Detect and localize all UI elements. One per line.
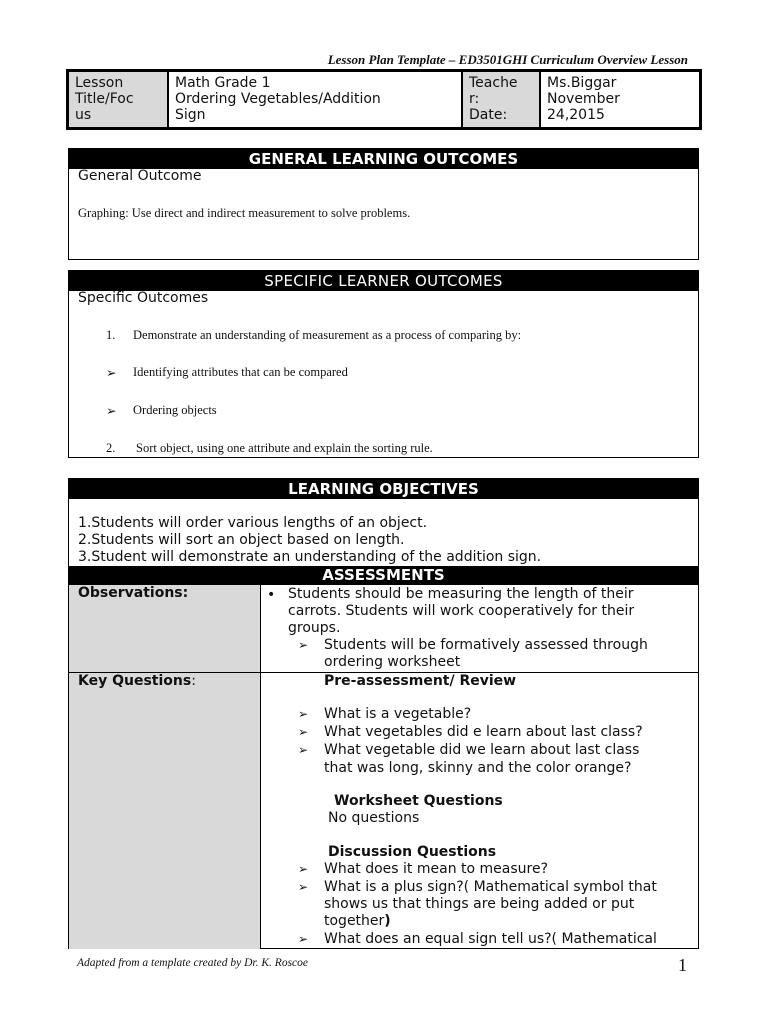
discussion-question: What does it mean to measure? — [324, 861, 549, 877]
title-line: Sign — [175, 107, 206, 123]
worksheet-text: No questions — [328, 810, 420, 826]
date-value-line: 24,2015 — [547, 107, 605, 123]
objective-1: 1.Students will order various lengths of an object. — [78, 515, 428, 531]
lesson-info-table — [66, 69, 702, 130]
arrow-bullet-icon: ➢ — [106, 366, 117, 380]
specific-outcome-label: Specific Outcomes — [78, 290, 209, 306]
key-questions-text: Key Questions — [78, 673, 192, 689]
learning-objectives-heading: LEARNING OBJECTIVES — [69, 479, 698, 499]
pre-question: What vegetables did e learn about last class? — [324, 724, 643, 740]
arrow-bullet-icon: ➢ — [106, 404, 117, 418]
closing-paren: ) — [384, 913, 391, 929]
general-outcomes-heading: GENERAL LEARNING OUTCOMES — [69, 149, 698, 169]
teacher-date-value-cell — [541, 72, 699, 127]
discussion-heading: Discussion Questions — [328, 844, 497, 860]
observation-1-line: carrots. Students will work cooperatively for their — [288, 603, 635, 619]
general-outcomes-section — [68, 148, 699, 260]
arrow-bullet-icon: ➢ — [298, 725, 309, 739]
observation-2-line: Students will be formatively assessed through — [324, 637, 648, 653]
teacher-label-line: Teache — [469, 75, 518, 91]
list-number: 2. — [106, 441, 116, 455]
page-header: Lesson Plan Template – ED3501GHI Curriculum Overview Lesson — [327, 52, 688, 67]
page-number: 1 — [678, 955, 687, 975]
specific-outcome-2: Sort object, using one attribute and explain the sorting rule. — [136, 441, 433, 455]
title-line: Ordering Vegetables/Addition — [175, 91, 381, 107]
list-number: 1. — [106, 328, 116, 342]
teacher-label-line: r: — [469, 91, 480, 107]
discussion-question: What is a plus sign?( Mathematical symbol that — [324, 879, 657, 895]
general-outcome-label: General Outcome — [78, 168, 202, 184]
divider — [260, 585, 261, 949]
objectives-assessments-section — [68, 478, 699, 949]
lesson-title-cell — [169, 72, 461, 127]
pre-question: What vegetable did we learn about last class — [324, 742, 640, 758]
key-questions-colon: : — [191, 673, 196, 689]
teacher-date-label-cell — [463, 72, 539, 127]
pre-question: What is a vegetable? — [324, 706, 472, 722]
lesson-label-line: Title/Foc — [75, 91, 134, 107]
pre-assessment-heading: Pre-assessment/ Review — [324, 673, 517, 689]
arrow-bullet-icon: ➢ — [298, 743, 309, 757]
specific-outcomes-section — [68, 270, 699, 458]
arrow-bullet-icon: ➢ — [298, 707, 309, 721]
assessments-heading: ASSESSMENTS — [69, 566, 698, 585]
title-line: Math Grade 1 — [175, 75, 271, 91]
observations-label: Observations: — [78, 585, 189, 601]
date-value-line: November — [547, 91, 620, 107]
date-label: Date: — [469, 107, 508, 123]
pre-question: that was long, skinny and the color orange? — [324, 760, 632, 776]
worksheet-heading: Worksheet Questions — [334, 793, 503, 809]
arrow-bullet-icon: ➢ — [298, 932, 309, 946]
observation-2-line: ordering worksheet — [324, 654, 461, 670]
key-questions-label — [78, 673, 196, 690]
teacher-name: Ms.Biggar — [547, 75, 617, 91]
dot-bullet-icon: • — [267, 587, 276, 603]
arrow-bullet-icon: ➢ — [298, 638, 309, 652]
objective-3: 3.Student will demonstrate an understanding of the addition sign. — [78, 549, 542, 565]
lesson-label-line: us — [75, 107, 92, 123]
specific-outcome-1: Demonstrate an understanding of measurement as a process of comparing by: — [133, 328, 522, 342]
specific-outcomes-heading: SPECIFIC LEARNER OUTCOMES — [69, 271, 698, 291]
lesson-label-line: Lesson — [75, 75, 124, 91]
footer-credit: Adapted from a template created by Dr. K. Roscoe — [77, 957, 309, 969]
specific-subitem: Identifying attributes that can be compared — [133, 365, 348, 379]
arrow-bullet-icon: ➢ — [298, 862, 309, 876]
objective-2: 2.Students will sort an object based on length. — [78, 532, 405, 548]
discussion-question-text: together — [324, 913, 385, 929]
general-outcome-text: Graphing: Use direct and indirect measurement to solve problems. — [78, 206, 411, 220]
discussion-question — [324, 913, 391, 930]
observation-1-line: Students should be measuring the length of their — [288, 586, 634, 602]
discussion-question: What does an equal sign tell us?( Mathematical — [324, 931, 657, 947]
assessment-label-column — [69, 585, 260, 949]
specific-subitem: Ordering objects — [133, 403, 217, 417]
lesson-title-label-cell — [69, 72, 167, 127]
discussion-question: shows us that things are being added or put — [324, 896, 635, 912]
observation-1-line: groups. — [288, 620, 341, 636]
arrow-bullet-icon: ➢ — [298, 880, 309, 894]
